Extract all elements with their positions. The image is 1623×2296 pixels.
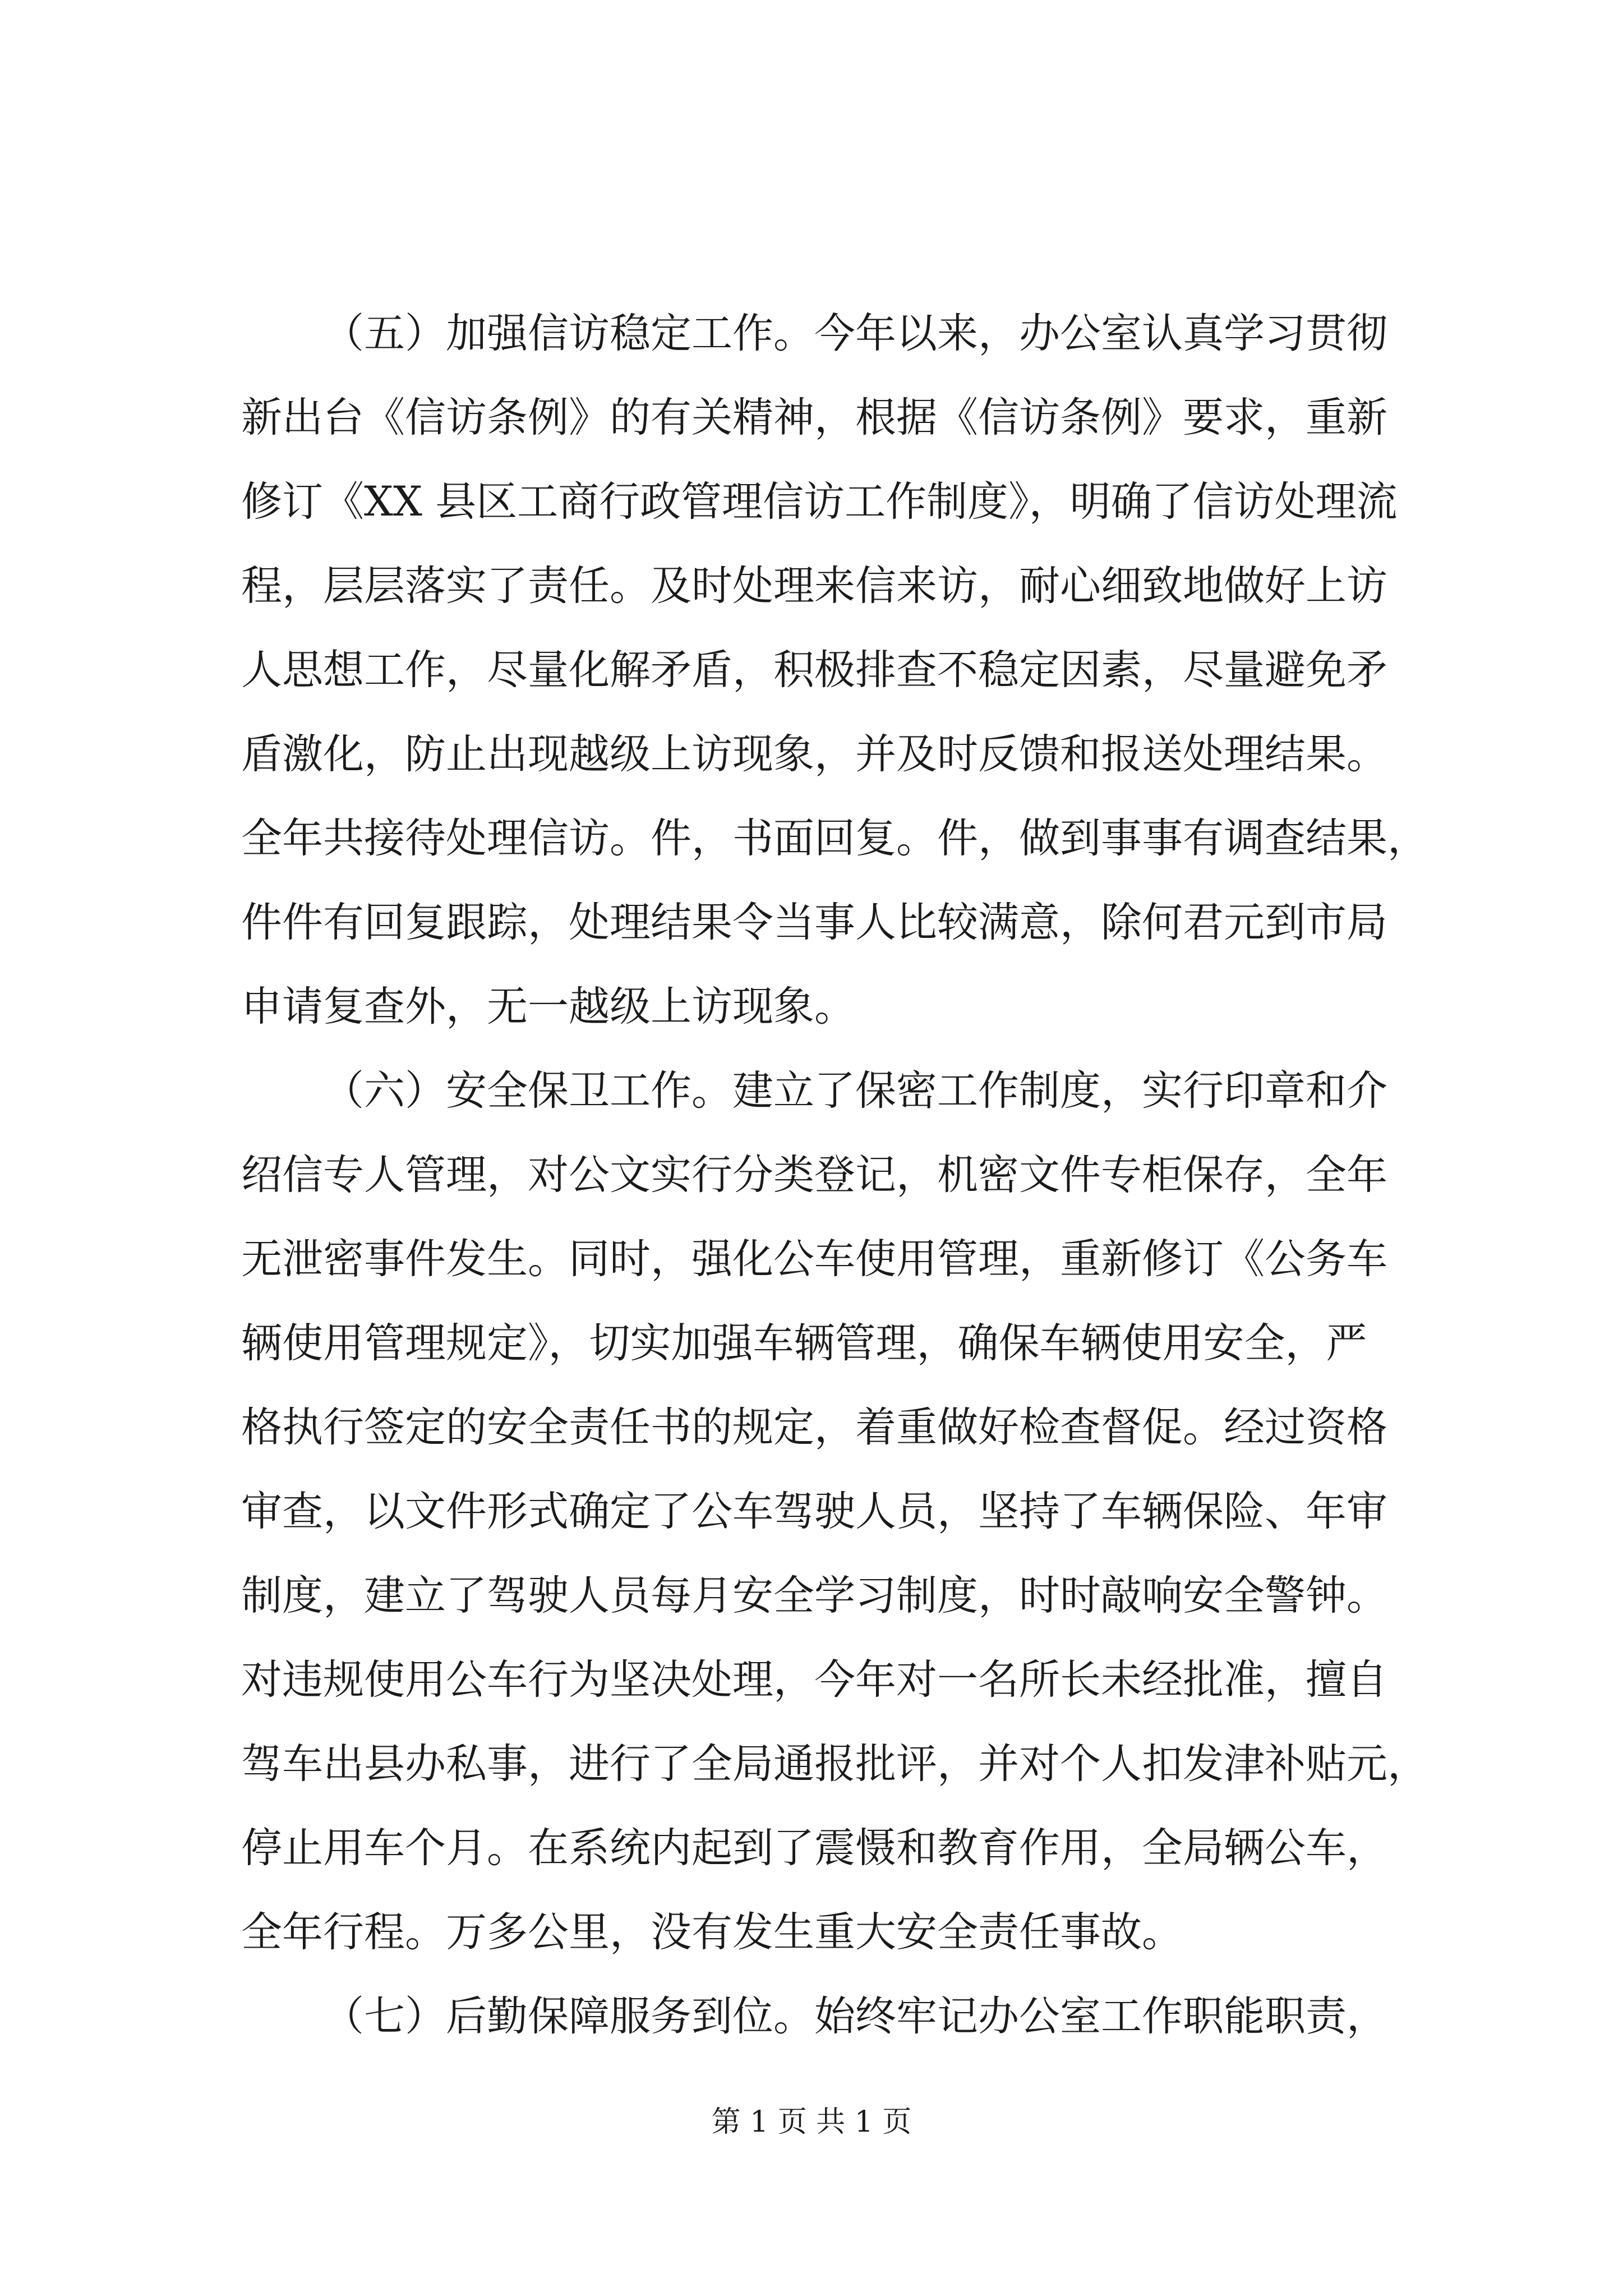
paragraph-5-line-4: 程，层层落实了责任。及时处理来信来访，耐心细致地做好上访: [241, 562, 1387, 610]
paragraph-6-line-9: 驾车出县办私事，进行了全局通报批评，并对个人扣发津补贴元，: [241, 1740, 1428, 1788]
paragraph-6-line-7: 制度，建立了驾驶人员每月安全学习制度，时时敲响安全警钟。: [241, 1572, 1387, 1619]
paragraph-5-line-2: 新出台《信访条例》的有关精神，根据《信访条例》要求，重新: [241, 394, 1387, 441]
paragraph-5-line-7: 全年共接待处理信访。件，书面回复。件，做到事事有调查结果，: [241, 815, 1428, 862]
paragraph-5-line-6: 盾激化，防止出现越级上访现象，并及时反馈和报送处理结果。: [241, 730, 1387, 778]
paragraph-6-line-5: 格执行签定的安全责任书的规定，着重做好检查督促。经过资格: [241, 1404, 1387, 1451]
paragraph-6-line-10: 停止用车个月。在系统内起到了震慑和教育作用，全局辆公车，: [241, 1824, 1387, 1872]
paragraph-5-line-8: 件件有回复跟踪，处理结果令当事人比较满意，除何君元到市局: [241, 899, 1387, 946]
paragraph-5-line-9: 申请复查外，无一越级上访现象。: [241, 983, 855, 1030]
paragraph-6-line-1: （六）安全保卫工作。建立了保密工作制度，实行印章和介: [323, 1067, 1387, 1115]
paragraph-6-line-8: 对违规使用公车行为坚决处理，今年对一名所长未经批准，擅自: [241, 1656, 1387, 1704]
paragraph-5-line-3: 修订《XX 县区工商行政管理信访工作制度》，明确了信访处理流: [241, 478, 1398, 526]
paragraph-6-line-2: 绍信专人管理，对公文实行分类登记，机密文件专柜保存，全年: [241, 1151, 1387, 1199]
paragraph-6-line-4: 辆使用管理规定》，切实加强车辆管理，确保车辆使用安全，严: [241, 1319, 1367, 1367]
paragraph-6-line-3: 无泄密事件发生。同时，强化公车使用管理，重新修订《公务车: [241, 1235, 1387, 1283]
paragraph-6-line-11: 全年行程。万多公里，没有发生重大安全责任事故。: [241, 1908, 1183, 1956]
page-footer: 第 1 页 共 1 页: [711, 2105, 912, 2139]
paragraph-5-line-5: 人思想工作，尽量化解矛盾，积极排查不稳定因素，尽量避免矛: [241, 646, 1387, 694]
paragraph-6-line-6: 审查，以文件形式确定了公车驾驶人员，坚持了车辆保险、年审: [241, 1488, 1387, 1535]
paragraph-7-line-1: （七）后勤保障服务到位。始终牢记办公室工作职能职责，: [323, 1993, 1387, 2040]
paragraph-5-line-1: （五）加强信访稳定工作。今年以来，办公室认真学习贯彻: [323, 310, 1387, 357]
